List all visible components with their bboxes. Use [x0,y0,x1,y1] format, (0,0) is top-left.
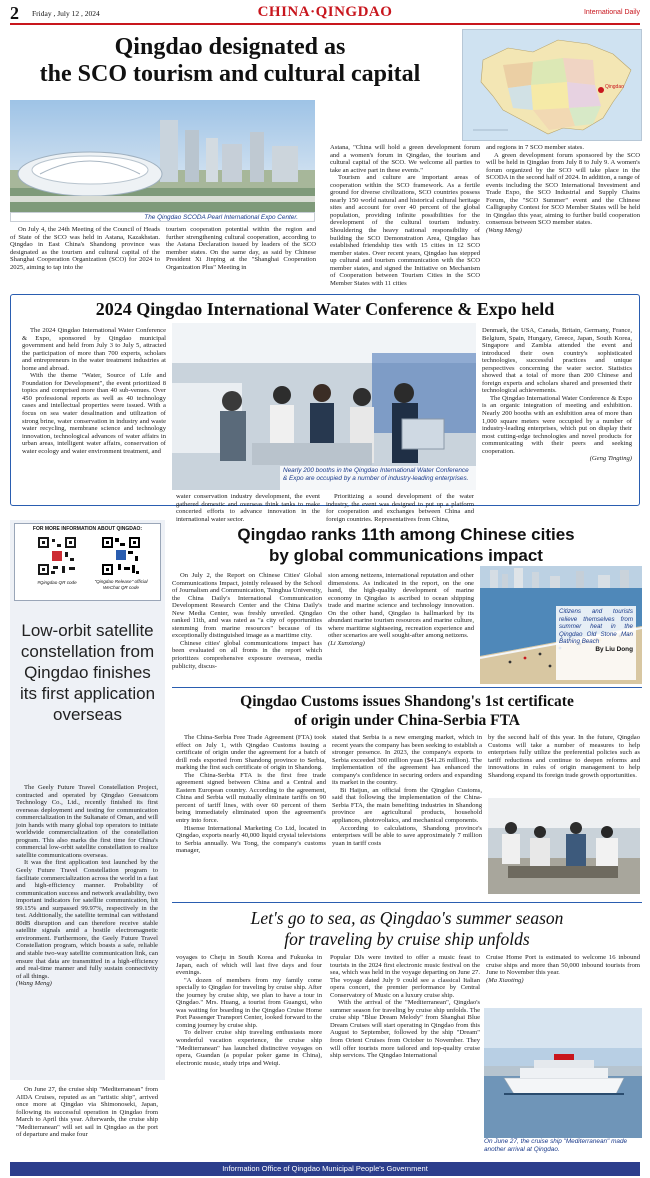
customs-col-2: stated that Serbia is a new emerging market, which in recent years the company has been seeking to establish a stronger presence. In 2023, the company's exports to Serbia exceeded 300 million yuan ($41.26 million). The implementation of the agreement has enhanced the company's confidence in securing orders and expanding its market in the country. Bi Haijun, an official from the Qingdao Customs, said that following the implementation of the China-Serbia FTA, the main benefiting industries in Shandong province are agricultural products, household appliances, photovoltaics, and mechanical components. According to calculations, Shandong province's enterprises will be able to save approximately 7 million yuan in tariff costs [332,734,482,847]
sco-col-4: and regions in 7 SCO member states. A green development forum sponsored by the SCO will be held in Qingdao from July 8 to July 9. A women's forum organized by the SCO will take place in the SCODA in the second half of 2024. In addition, a range of events including the SCO International Investment and Trade Expo, the SCO Industrial and Supply Chains Forum, the "SCO Summer" event and the Chinese Calligraphy Contest for SCO Member States will be held in Qingdao this year, aiming to further build cooperation consensus between SCO member states. (Wang Meng) [486,144,641,235]
customs-col-1: The China-Serbia Free Trade Agreement (FTA) took effect on July 1, with Qingdao Customs issuing a certificate of origin under the agreement for a batch of drill rods exported from Shandong province to Serbia, marking the first such certificate of origin in Shandong. The China-Serbia FTA is the first free trade agreement signed between China and a Central and Eastern European country. According to the agreement, China and Serbia will mutually eliminate tariffs on 90 percent of tariff lines, with over 60 percent of them being immediately eliminated upon the agreement's entry into force. Hisense International Marketing Co Ltd, located in Qingdao, exports nearly 40,000 liquid crystal televisions to Serbia annually. Wu Tong, the company's customs manager, [176,734,326,855]
beach-photo-credit: By Liu Dong [595,645,633,653]
qr-code-2[interactable] [101,536,141,576]
expo-center-photo [10,100,315,212]
water-photo-caption: Nearly 200 booths in the Qingdao International Water Conference & Expo are occupied by a number of industry-leading enterprises. [283,467,469,482]
cruise-col-3: Popular DJs were invited to offer a music feast to tourists in the 2024 first electronic music festival on the sea, which was held in the voyage departing on June 27. The voyage dated July 9 could see a classical Italian opera concert, the premier performance by Central Conservatory of Music on a luxury cruise ship. With the arrival of the "Mediterranean", Qingdao's summer season for traveling by cruise ship unfolds. The cruise ship "Blue Dream Melody" from Shanghai Blue Dream Cruises will start operating in Qingdao from this August to September, followed by the ship "Dream" from Orient Cruises from October to November. They will offer tourists more tailored and top-quality cruise ship services. The Qingdao International [330,954,480,1060]
comms-byline: (Li Xunxiang) [328,639,365,647]
newspaper-section-title: CHINA·QINGDAO [257,4,393,20]
sco-col-2: tourism cooperation potential within the region and further strengthening cultural cooperation, according to the Astana Declaration issued by leaders of the SCO member states. On the same day, as said by Chinese President Xi Jinping at the "Shanghai Cooperation Organization Plus" Meeting in [166,226,316,271]
cruise-top-rule [172,902,642,903]
qr-code-1[interactable] [37,536,77,576]
satellite-body: The Geely Future Travel Constellation Project, contracted and operated by Qingdao Geesatcom Technology Co., Ltd., recently finished its first overseas deployment and testing for communication commercialization in the Sultanate of Oman, and will join hands with many global top operators to initiate worldwide commercialization of the constellation program. This also marks the first time for China's commercial low-orbit satellite constellation to realize satellite communications overseas. It was the first application test launched by the Geely Future Travel Constellation program to facilitate commercialization across the world in a fast and high-efficiency manner. Probability of communication success and network availability, two important indicators for satellite communication, hit 99.15% and surpassed 99.97%, respectively in the test. Additionally, the satellite terminal can withstand 80dB disruption and can therefore receive stable satellite signals amid a hostile electromagnetic environment. Furthermore, the Geely Future Travel Constellation program, which boasts a safe, reliable and stable two-way satellite communication link, can ensure that data are transmitted in a high-efficiency and real-time manner and fully sustain connectivity of all things. (Wang Meng) [16,784,158,988]
qr-info-box [14,523,161,601]
masthead-rule [10,23,640,25]
svg-text:Qingdao: Qingdao [605,84,624,90]
water-headline: 2024 Qingdao International Water Conference & Expo held [95,299,555,319]
sco-col-1: On July 4, the 24th Meeting of the Council of Heads of State of the SCO was held in Astana, Kazakhstan. Qingdao in East China's Shandong province was designated as the tourism and cultural capital of the Shanghai Cooperation Organization (SCO) for 2024 to 2025, aiming to tap into the [10,226,160,271]
expo-photo-caption: The Qingdao SCODA Pearl International Expo Center. [144,214,298,221]
sco-col-3: Astana, "China will hold a green development forum and a women's forum in Qingdao, the tourism and cultural capital of the SCO. We welcome all parties to take an active part in these events." Tourism and culture are important areas of cooperation within the SCO framework. As a fertile ground for diverse civilizations, SCO countries possess nearly 150 world natural and historical cultural heritage sites and account for over 40 percent of the global population, providing infinite possibilities for the development of the cultural tourism industry. Shouldering the heavy national responsibility of building the SCO Demonstration Area, Qingdao has established friendship ties with 15 cities in 12 SCO member states. Over recent years, Qingdao has stepped up cultural and tourism communication with the SCO member states, and signed the Initiative on Mechanism of Cooperation between Tourism Cities in the SCO Member States with 11 cities [330,144,480,287]
qr-code-1-label: #Qingdao QR code [37,580,77,585]
cruise-caption-box [484,1138,642,1158]
cruise-headline: Let's go to sea, as Qingdao's summer season for traveling by cruise ship unfolds [250,908,564,949]
more-info-label: FOR MORE INFORMATION ABOUT QINGDAO: [32,526,143,532]
page-number: 2 [10,3,19,23]
satellite-byline: (Wang Meng) [16,980,52,988]
customs-top-rule [172,687,642,688]
water-col-3: Prioritizing a sound development of the water industry, the event was designed to put up a platform for cooperation and exchanges between China and foreign countries. Representatives from China, [326,493,474,523]
cruise-byline: (Ma Xiaoting) [486,976,524,984]
sco-headline: Qingdao designated as the SCO tourism and cultural capital [39,34,421,87]
cruise-col-4: Cruise Home Port is estimated to welcome 16 inbound cruise ships and more than 50,000 inbound tourists from June to November this year. (Ma Xiaoting) [486,954,640,984]
cruise-col-2: voyages to Cheju in South Korea and Fukuoka in Japan, each of which will last five days and four evenings. "A dozen of members from my family come specially to Qingdao for traveling by cruise ship. After the journey by cruise ship, we plan to have a tour in Qingdao." Mrs. Huang, a tourist from Guangxi, who was waiting for boarding in the Qingdao Cruise Home Port Passenger Transport Center, looked forward to the coming journey by cruise ship. To deliver cruise ship traveling enthusiasts more wonderful vacation experience, the cruise ship "Mediterranean" has launched distinctive voyages on opera, Guandan (a popular poker game in China), electronic music, study trips and Weiqi. [176,954,322,1067]
issue-date: Friday , July 12 , 2024 [32,9,100,18]
beach-photo-caption: Citizens and tourists relieve themselves from summer heat in the Qingdao Old Stone Man Bathing Beach [559,608,633,646]
water-col-1: The 2024 Qingdao International Water Conference & Expo, sponsored by Qingdao municipal government and held from July 3 to July 5, attracted the participation of more than 700 experts, scholars and entrepreneurs in the water treatment industries at home and abroad. With the theme "Water, Source of Life and Foundation for Development", the event prioritized 8 topics and comprised more than 40 sub-venues. Over 450 professional reports as well as 40 technology cases and intellectual properties were issued. With a focus on sea water desalination and utilization of strong brine, water conservation in industry and waste water recycling, membrane science and technology innovation, technological advances of water affairs in urban areas, intelligent water affairs, conservation of water ecology and water environment treatment, and [22,327,166,455]
cruise-photo-caption: On June 27, the cruise ship "Mediterranean" made another arrival at Qingdao. [484,1138,628,1153]
beach-caption-box [556,606,636,680]
photo-caption-bar [10,212,315,222]
china-map-image [462,29,642,141]
customs-photo [488,798,640,894]
cruise-col-1: On June 27, the cruise ship "Mediterranean" from AIDA Cruises, reputed as an "artistic ship", arrived once more at Qingdao via Shimonoseki, Japan, following its successful operation in Qingdao from March to April this year. Afterwards, the cruise ship "Mediterranean" will set sail in Qingdao as the port of departure and make four [16,1086,158,1139]
qr-code-2-label: "Qingdao Release" official WeChat QR code [94,579,148,590]
footer-text: Information Office of Qingdao Municipal People's Government [222,1164,428,1173]
masthead [0,0,650,26]
sco-byline: (Wang Meng) [486,227,522,235]
customs-headline: Qingdao Customs issues Shandong's 1st certificate of origin under China-Serbia FTA [240,693,574,729]
water-expo-photo [172,323,476,490]
comms-col-2: sion among netizens, international reputation and other dimensions. As indicated in the report, on the one hand, the high-quality development of marine economy in Qingdao is ascribed to ocean shipping trade and marine science and technology innovation. On the other hand, Qingdao is hallmarked by its abundant marine tourism resources and marine culture, where maritime sightseeing, recreation experience and other scenarios are well sought-after among netizens. (Li Xunxiang) [328,572,474,647]
comms-col-1: On July 2, the Report on Chinese Cities' Global Communications Impact, jointly released by the School of Journalism and Communication, Tsinghua University, the China Daily's International Communication Development Research Center and the China Daily's New Media Center, was freshly unveiled. Qingdao ranked 11th, and was rated as "a city of opportunities stemming from marine resources" because of its exceptionally distinguished image as a maritime city. Chinese cities' global communications impact has been evaluated on all fronts in the report which prioritizes comprehensive exposure overseas, media publicity, discus- [172,572,322,670]
water-byline: (Geng Tingting) [589,455,632,463]
water-col-4: Denmark, the USA, Canada, Britain, Germany, France, Belgium, Spain, Hungary, Greece, Japan, South Korea, Singapore and Zambia attended the event and introduced their own country's sophisticated technologies, successful practices and unique perspectives concerning the water sector. Statistics showed that a total of more than 200 Chinese and foreign experts and scholars shared and presented their technological achievements. The Qingdao International Water Conference & Expo is an organic integration of meeting and exhibition. Nearly 200 booths with an exhibition area of more than 1,000 square meters were occupied by a number of industry-leading enterprises, which put on display their most cutting-edge technologies and novel products for communicating with their peers and seeking cooperation. (Geng Tingting) [482,327,632,463]
footer-bar [10,1162,640,1176]
water-col-2: water conservation industry development, the event gathered domestic and overseas think tanks to make concerted efforts to advance innovation in the international water sector. [176,493,320,523]
satellite-headline: Low-orbit satellite constellation from Qingdao finishes its first application overseas [19,621,156,724]
newspaper-name: International Daily [583,9,640,16]
comms-headline: Qingdao ranks 11th among Chinese cities by global communications impact [237,525,575,565]
customs-col-3: by the second half of this year. In the future, Qingdao Customs will take a number of measures to help enterprises fully utilize the preferential policies such as tariff reductions and continue to deepen reforms and innovations in rules of origin management to help Shandong expand its foreign trade growth opportunities. [488,734,640,779]
cruise-ship-photo [484,1008,642,1138]
water-caption-box [280,466,476,490]
